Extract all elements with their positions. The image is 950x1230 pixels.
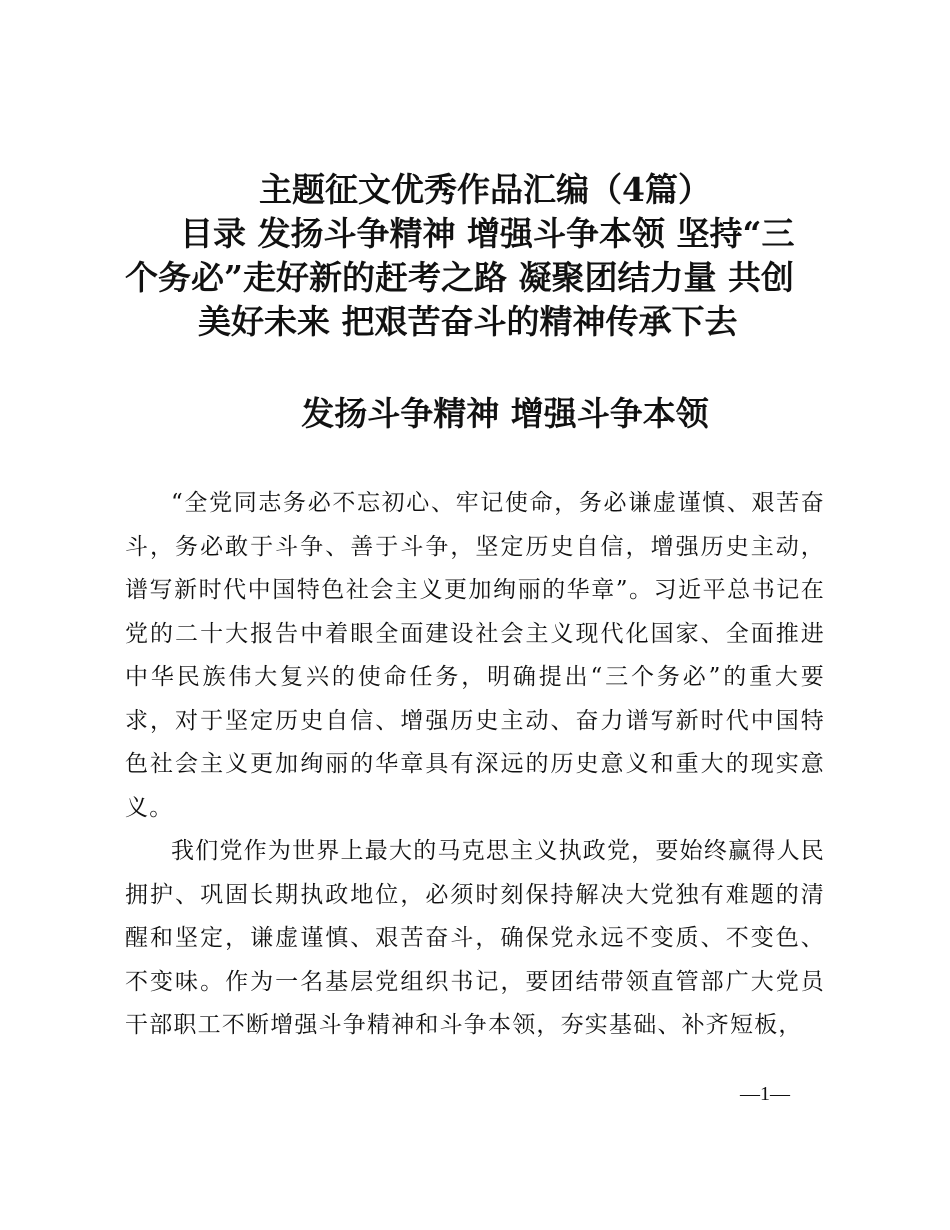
title-line-2: 目录 发扬斗争精神 增强斗争本领 坚持“三 (180, 214, 795, 253)
title-line-1: 主题征文优秀作品汇编（4篇） (259, 170, 711, 209)
body-text (125, 482, 825, 1048)
document-title (110, 168, 840, 344)
title-line-3: 个务必”走好新的赶考之路 凝聚团结力量 共创 (125, 258, 794, 297)
section-heading: 发扬斗争精神 增强斗争本领 (301, 394, 709, 433)
paragraph-2: 我们党作为世界上最大的马克思主义执政党，要始终赢得人民拥护、巩固长期执政地位，必须时刻保持解决大党独有难题的清醒和坚定，谦虚谨慎、艰苦奋斗，确保党永远不变质、不变色、不变味。作为一名基层党组织书记，要团结带领直管部广大党员干部职工不断增强斗争精神和斗争本领，夯实基础、补齐短板， (125, 838, 825, 1038)
paragraph-1: “全党同志务必不忘初心、牢记使命，务必谦虚谨慎、艰苦奋斗，务必敢于斗争、善于斗争，坚定历史自信，增强历史主动，谱写新时代中国特色社会主义更加绚丽的华章”。习近平总书记在党的二十大报告中着眼全面建设社会主义现代化国家、全面推进中华民族伟大复兴的使命任务，明确提出“三个务必”的重大要求，对于坚定历史自信、增强历史主动、奋力谱写新时代中国特色社会主义更加绚丽的华章具有深远的历史意义和重大的现实意义。 (125, 490, 825, 821)
title-line-4: 美好未来 把艰苦奋斗的精神传承下去 (198, 302, 738, 341)
page-number: —1— (740, 1083, 790, 1105)
